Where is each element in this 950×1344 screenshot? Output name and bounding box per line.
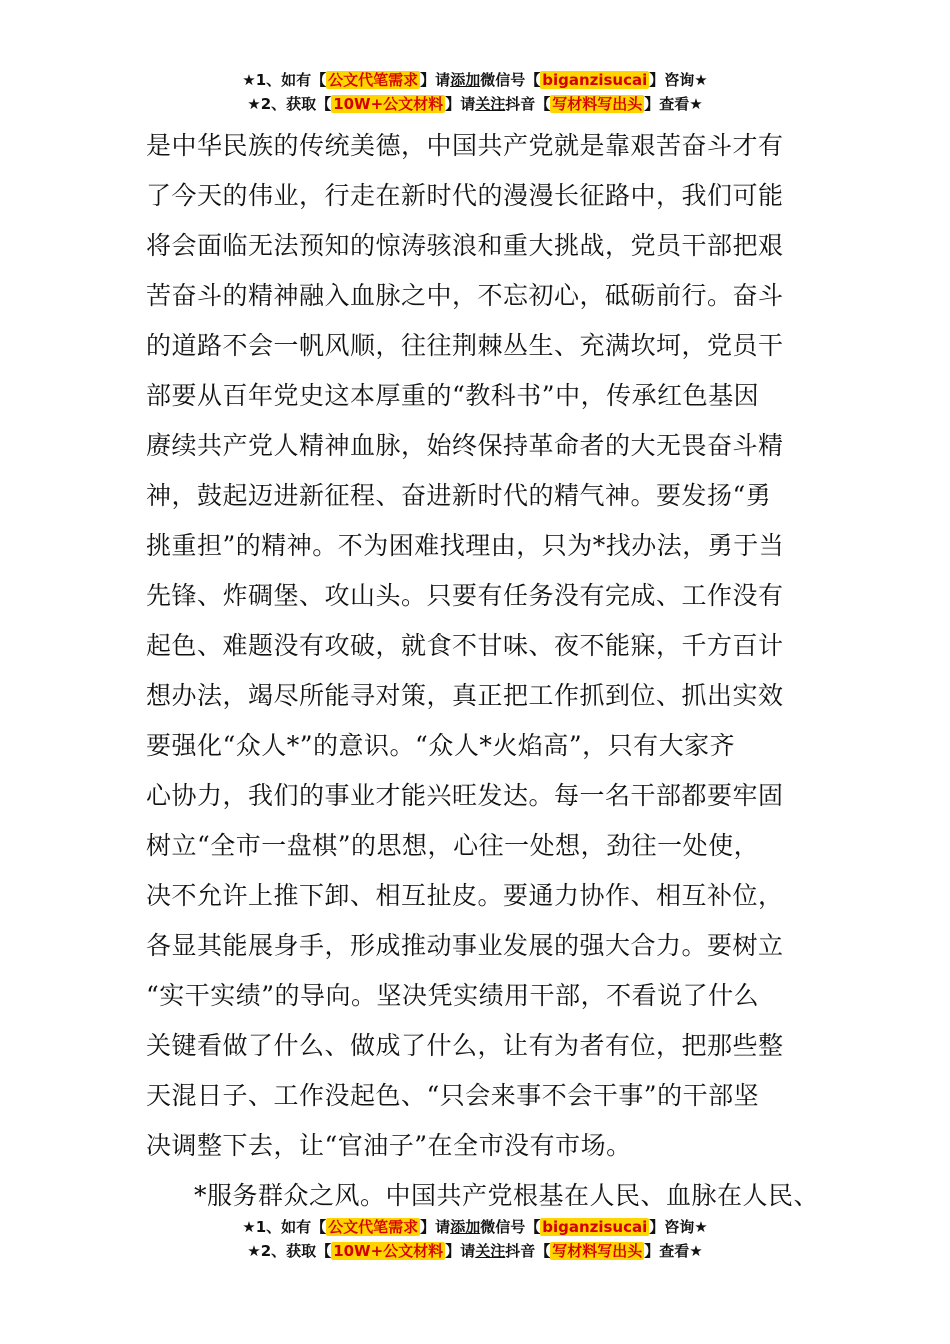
star-icon: ★ [242, 71, 256, 89]
highlight-materials: 10W+公文材料 [333, 1242, 444, 1260]
body-line: 天混日子、工作没起色、“只会来事不会干事”的干部坚 [146, 1081, 760, 1110]
body-line: 苦奋斗的精神融入血脉之中，不忘初心，砥砺前行。奋斗 [146, 281, 784, 310]
body-line: 要强化“众人*”的意识。“众人*火焰高”，只有大家齐 [146, 731, 736, 760]
body-line: 部要从百年党史这本厚重的“教科书”中，传承红色基因 [146, 381, 760, 410]
banner-line-2: ★2、获取【 10W+公文材料 】请关注抖音【 写材料写出头 】查看★ [247, 95, 703, 113]
highlight-materials: 10W+公文材料 [333, 95, 444, 113]
body-line: 赓续共产党人精神血脉，始终保持革命者的大无畏奋斗精 [146, 431, 784, 460]
document-body [146, 121, 820, 1221]
body-line: 先锋、炸碉堡、攻山头。只要有任务没有完成、工作没有 [146, 581, 784, 610]
star-icon: ★ [247, 1242, 261, 1260]
body-line: 了今天的伟业，行走在新时代的漫漫长征路中，我们可能 [146, 181, 784, 210]
banner-line-1: ★1、如有【 公文代笔需求 】请添加微信号【 biganzisucai 】咨询★ [242, 1218, 708, 1236]
highlight-wechat-id: biganzisucai [542, 1218, 648, 1236]
banner-line-2: ★2、获取【 10W+公文材料 】请关注抖音【 写材料写出头 】查看★ [247, 1242, 703, 1260]
star-icon: ★ [242, 1218, 256, 1236]
footer-banner [0, 1215, 950, 1263]
highlight-service: 公文代笔需求 [328, 71, 419, 89]
body-line: “实干实绩”的导向。坚决凭实绩用干部，不看说了什么 [146, 981, 760, 1010]
body-line: 将会面临无法预知的惊涛骇浪和重大挑战，党员干部把艰 [146, 231, 784, 260]
highlight-douyin-account: 写材料写出头 [552, 1242, 643, 1260]
body-line: 各显其能展身手，形成推动事业发展的强大合力。要树立 [146, 931, 784, 960]
header-banner [0, 68, 950, 116]
highlight-wechat-id: biganzisucai [542, 71, 648, 89]
body-line: 是中华民族的传统美德，中国共产党就是靠艰苦奋斗才有 [146, 131, 784, 160]
paragraph-start: *服务群众之风。中国共产党根基在人民、血脉在人民、 [194, 1181, 820, 1210]
body-line: 的道路不会一帆风顺，往往荆棘丛生、充满坎坷，党员干 [146, 331, 784, 360]
highlight-douyin-account: 写材料写出头 [552, 95, 643, 113]
body-line: 心协力，我们的事业才能兴旺发达。每一名干部都要牢固 [146, 781, 784, 810]
highlight-service: 公文代笔需求 [328, 1218, 419, 1236]
body-line: 决调整下去，让“官油子”在全市没有市场。 [146, 1131, 632, 1160]
banner-line-1: ★1、如有【 公文代笔需求 】请添加微信号【 biganzisucai 】咨询★ [242, 71, 708, 89]
body-line: 关键看做了什么、做成了什么，让有为者有位，把那些整 [146, 1031, 784, 1060]
star-icon: ★ [247, 95, 261, 113]
body-line: 神，鼓起迈进新征程、奋进新时代的精气神。要发扬“勇 [146, 481, 772, 510]
body-line: 想办法，竭尽所能寻对策，真正把工作抓到位、抓出实效 [146, 681, 784, 710]
body-line: 决不允许上推下卸、相互扯皮。要通力协作、相互补位， [146, 881, 784, 910]
body-line: 起色、难题没有攻破，就食不甘味、夜不能寐，千方百计 [146, 631, 784, 660]
body-line: 树立“全市一盘棋”的思想，心往一处想，劲往一处使， [146, 831, 760, 860]
body-line: 挑重担”的精神。不为困难找理由，只为*找办法，勇于当 [146, 531, 785, 560]
